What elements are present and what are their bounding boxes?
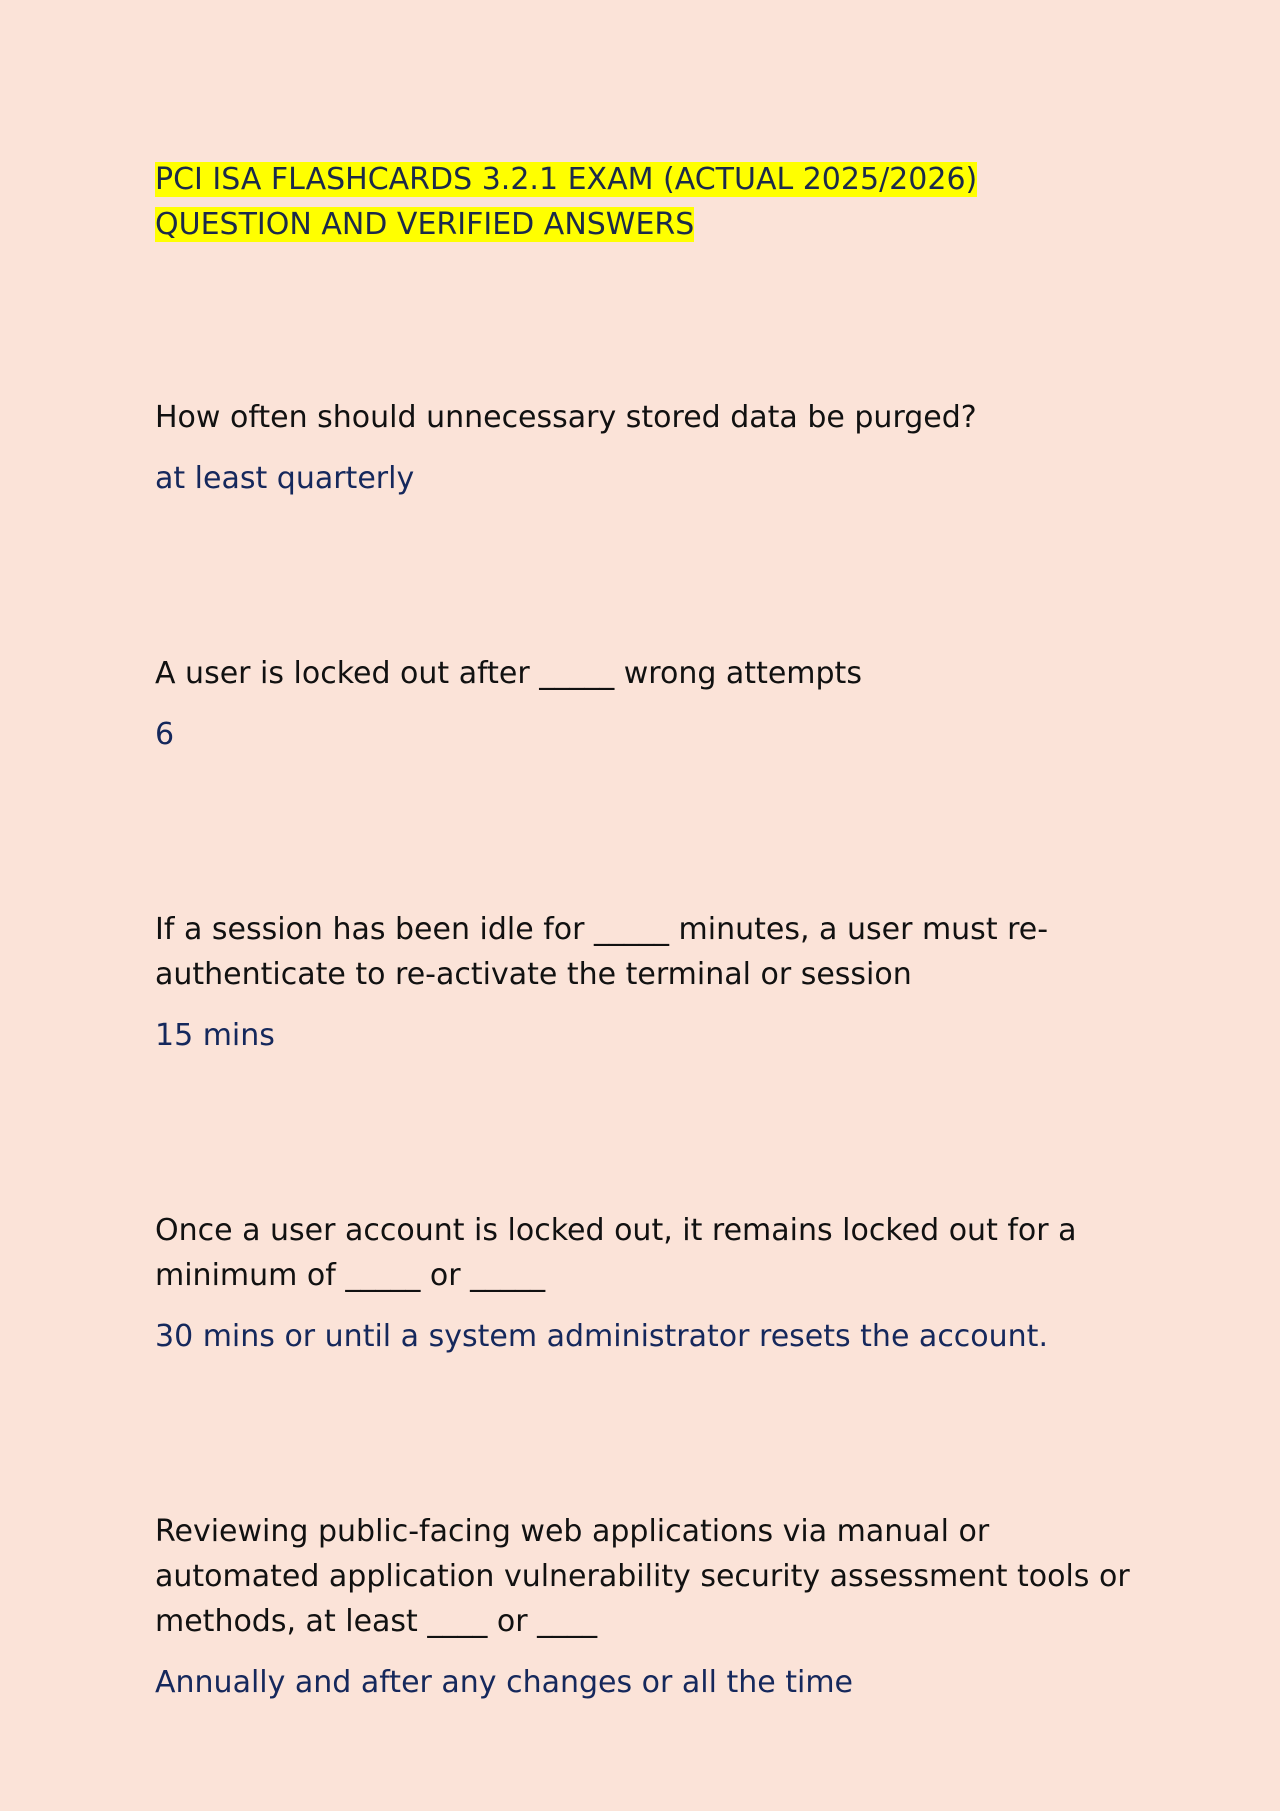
question-text: A user is locked out after _____ wrong attempts — [155, 656, 862, 691]
flashcard-1 — [155, 395, 1135, 501]
document-page — [155, 157, 1135, 1705]
document-title — [155, 157, 1135, 247]
flashcard-2 — [155, 651, 1135, 757]
flashcard-4 — [155, 1208, 1135, 1359]
flashcard-3 — [155, 907, 1135, 1058]
question-text: If a session has been idle for _____ minutes, a user must re-authenticate to re-activate the terminal or session — [155, 912, 1049, 992]
flashcard-5 — [155, 1509, 1135, 1705]
answer-text: at least quarterly — [155, 461, 415, 496]
answer-text: 30 mins or until a system administrator resets the account. — [155, 1319, 1048, 1354]
title-line-1: PCI ISA FLASHCARDS 3.2.1 EXAM (ACTUAL 2025/2026) — [155, 162, 978, 197]
answer-text: 6 — [155, 717, 175, 752]
question-text: Once a user account is locked out, it remains locked out for a minimum of _____ or _____ — [155, 1213, 1077, 1293]
question-text: Reviewing public-facing web applications via manual or automated application vulnerability security assessment tools or methods, at least ____ or ____ — [155, 1514, 1130, 1639]
answer-text: Annually and after any changes or all the time — [155, 1665, 854, 1700]
title-line-2: QUESTION AND VERIFIED ANSWERS — [155, 207, 695, 242]
answer-text: 15 mins — [155, 1018, 275, 1053]
question-text: How often should unnecessary stored data be purged? — [155, 400, 977, 435]
